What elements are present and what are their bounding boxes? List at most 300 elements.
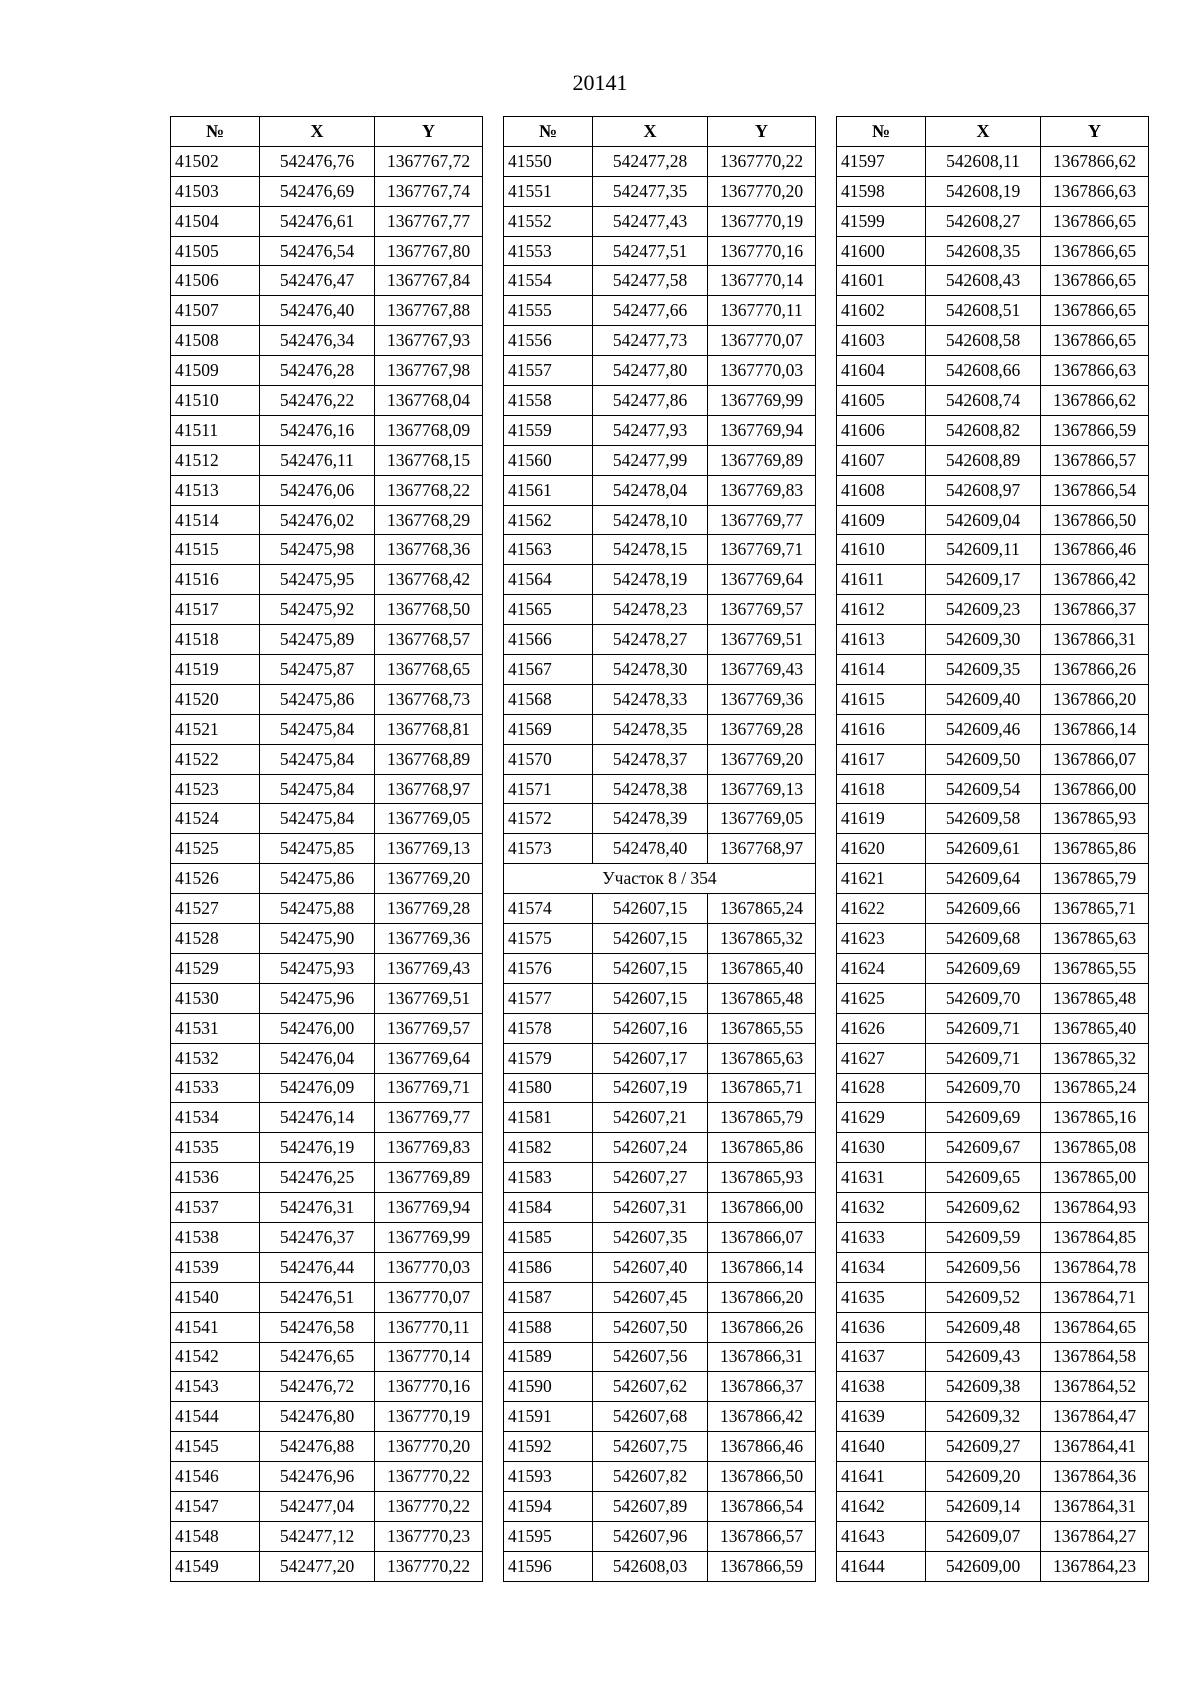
table-row — [171, 684, 483, 714]
x-coordinate-cell: 542608,74 — [926, 386, 1041, 416]
table-row — [837, 774, 1149, 804]
table-row — [504, 1491, 816, 1521]
table-row — [837, 625, 1149, 655]
x-coordinate-cell: 542475,98 — [260, 535, 375, 565]
point-number-cell: 41509 — [171, 356, 260, 386]
table-row — [837, 1342, 1149, 1372]
y-coordinate-cell: 1367769,94 — [375, 1193, 483, 1223]
y-coordinate-cell: 1367865,63 — [708, 1043, 816, 1073]
x-coordinate-cell: 542478,04 — [593, 475, 708, 505]
y-coordinate-cell: 1367769,57 — [708, 595, 816, 625]
table-row — [837, 535, 1149, 565]
y-coordinate-cell: 1367770,20 — [375, 1432, 483, 1462]
y-coordinate-cell: 1367768,97 — [375, 774, 483, 804]
point-number-cell: 41575 — [504, 924, 593, 954]
table-row — [171, 864, 483, 894]
point-number-cell: 41618 — [837, 774, 926, 804]
y-coordinate-cell: 1367768,04 — [375, 386, 483, 416]
x-coordinate-cell: 542609,61 — [926, 834, 1041, 864]
point-number-cell: 41634 — [837, 1252, 926, 1282]
table-row — [837, 445, 1149, 475]
point-number-cell: 41554 — [504, 266, 593, 296]
x-coordinate-cell: 542609,56 — [926, 1252, 1041, 1282]
x-coordinate-cell: 542609,38 — [926, 1372, 1041, 1402]
table-row — [837, 804, 1149, 834]
y-coordinate-cell: 1367864,41 — [1041, 1432, 1149, 1462]
x-coordinate-cell: 542475,93 — [260, 953, 375, 983]
table-row — [504, 1163, 816, 1193]
point-number-cell: 41525 — [171, 834, 260, 864]
x-coordinate-cell: 542609,35 — [926, 655, 1041, 685]
y-coordinate-cell: 1367864,93 — [1041, 1193, 1149, 1223]
table-row — [837, 1043, 1149, 1073]
table-row — [837, 983, 1149, 1013]
x-coordinate-cell: 542607,75 — [593, 1432, 708, 1462]
table-row — [171, 1342, 483, 1372]
table-row — [837, 1252, 1149, 1282]
table-row — [171, 625, 483, 655]
point-number-cell: 41586 — [504, 1252, 593, 1282]
x-coordinate-cell: 542609,62 — [926, 1193, 1041, 1223]
y-coordinate-cell: 1367866,50 — [1041, 505, 1149, 535]
point-number-cell: 41567 — [504, 655, 593, 685]
table-row — [837, 1222, 1149, 1252]
x-coordinate-cell: 542608,51 — [926, 296, 1041, 326]
y-coordinate-cell: 1367866,62 — [1041, 386, 1149, 416]
x-coordinate-cell: 542478,23 — [593, 595, 708, 625]
y-coordinate-cell: 1367769,99 — [708, 386, 816, 416]
x-coordinate-cell: 542609,32 — [926, 1402, 1041, 1432]
x-coordinate-cell: 542475,84 — [260, 804, 375, 834]
x-coordinate-cell: 542475,90 — [260, 924, 375, 954]
table-row — [171, 983, 483, 1013]
y-coordinate-cell: 1367865,40 — [1041, 1013, 1149, 1043]
y-coordinate-cell: 1367866,65 — [1041, 296, 1149, 326]
table-row — [171, 1043, 483, 1073]
table-row — [504, 1551, 816, 1581]
x-coordinate-cell: 542609,65 — [926, 1163, 1041, 1193]
y-coordinate-cell: 1367866,57 — [1041, 445, 1149, 475]
point-number-cell: 41505 — [171, 236, 260, 266]
point-number-cell: 41555 — [504, 296, 593, 326]
x-coordinate-cell: 542476,65 — [260, 1342, 375, 1372]
x-coordinate-cell: 542475,86 — [260, 684, 375, 714]
point-number-cell: 41636 — [837, 1312, 926, 1342]
x-coordinate-cell: 542609,04 — [926, 505, 1041, 535]
point-number-cell: 41511 — [171, 415, 260, 445]
y-coordinate-cell: 1367866,31 — [708, 1342, 816, 1372]
point-number-cell: 41597 — [837, 146, 926, 176]
point-number-cell: 41548 — [171, 1521, 260, 1551]
x-coordinate-cell: 542607,45 — [593, 1282, 708, 1312]
table-row — [171, 535, 483, 565]
y-coordinate-cell: 1367866,14 — [1041, 714, 1149, 744]
point-number-cell: 41625 — [837, 983, 926, 1013]
point-number-cell: 41595 — [504, 1521, 593, 1551]
table-row — [171, 804, 483, 834]
point-number-cell: 41537 — [171, 1193, 260, 1223]
y-coordinate-cell: 1367769,89 — [375, 1163, 483, 1193]
point-number-cell: 41642 — [837, 1491, 926, 1521]
point-number-cell: 41594 — [504, 1491, 593, 1521]
header-number: № — [504, 117, 593, 147]
table-row — [171, 176, 483, 206]
y-coordinate-cell: 1367866,26 — [708, 1312, 816, 1342]
table-row — [171, 1282, 483, 1312]
point-number-cell: 41550 — [504, 146, 593, 176]
x-coordinate-cell: 542478,19 — [593, 565, 708, 595]
x-coordinate-cell: 542478,33 — [593, 684, 708, 714]
table-row — [171, 894, 483, 924]
table-row — [837, 1193, 1149, 1223]
y-coordinate-cell: 1367769,43 — [708, 655, 816, 685]
point-number-cell: 41614 — [837, 655, 926, 685]
table-row — [837, 834, 1149, 864]
x-coordinate-cell: 542476,09 — [260, 1073, 375, 1103]
x-coordinate-cell: 542609,52 — [926, 1282, 1041, 1312]
y-coordinate-cell: 1367767,88 — [375, 296, 483, 326]
y-coordinate-cell: 1367864,31 — [1041, 1491, 1149, 1521]
table-row — [837, 864, 1149, 894]
table-row — [171, 505, 483, 535]
y-coordinate-cell: 1367770,03 — [708, 356, 816, 386]
table-row — [504, 415, 816, 445]
y-coordinate-cell: 1367864,23 — [1041, 1551, 1149, 1581]
table-row — [504, 1402, 816, 1432]
x-coordinate-cell: 542609,23 — [926, 595, 1041, 625]
x-coordinate-cell: 542607,50 — [593, 1312, 708, 1342]
y-coordinate-cell: 1367865,55 — [1041, 953, 1149, 983]
x-coordinate-cell: 542475,84 — [260, 744, 375, 774]
table-row — [837, 266, 1149, 296]
point-number-cell: 41583 — [504, 1163, 593, 1193]
table-header-row — [171, 117, 483, 147]
x-coordinate-cell: 542478,35 — [593, 714, 708, 744]
point-number-cell: 41584 — [504, 1193, 593, 1223]
point-number-cell: 41608 — [837, 475, 926, 505]
x-coordinate-cell: 542609,71 — [926, 1043, 1041, 1073]
point-number-cell: 41512 — [171, 445, 260, 475]
point-number-cell: 41624 — [837, 953, 926, 983]
table-row — [837, 1402, 1149, 1432]
point-number-cell: 41619 — [837, 804, 926, 834]
point-number-cell: 41628 — [837, 1073, 926, 1103]
x-coordinate-cell: 542475,88 — [260, 894, 375, 924]
point-number-cell: 41520 — [171, 684, 260, 714]
y-coordinate-cell: 1367865,32 — [708, 924, 816, 954]
header-y: Y — [1041, 117, 1149, 147]
x-coordinate-cell: 542609,11 — [926, 535, 1041, 565]
table-row — [837, 326, 1149, 356]
point-number-cell: 41600 — [837, 236, 926, 266]
point-number-cell: 41582 — [504, 1133, 593, 1163]
x-coordinate-cell: 542476,14 — [260, 1103, 375, 1133]
table-row — [504, 356, 816, 386]
table-row — [837, 386, 1149, 416]
x-coordinate-cell: 542476,40 — [260, 296, 375, 326]
point-number-cell: 41580 — [504, 1073, 593, 1103]
x-coordinate-cell: 542609,50 — [926, 744, 1041, 774]
point-number-cell: 41613 — [837, 625, 926, 655]
table-row — [171, 595, 483, 625]
table-row — [504, 386, 816, 416]
point-number-cell: 41561 — [504, 475, 593, 505]
table-row — [504, 535, 816, 565]
point-number-cell: 41533 — [171, 1073, 260, 1103]
table-row — [171, 565, 483, 595]
y-coordinate-cell: 1367768,09 — [375, 415, 483, 445]
y-coordinate-cell: 1367769,99 — [375, 1222, 483, 1252]
y-coordinate-cell: 1367865,93 — [708, 1163, 816, 1193]
y-coordinate-cell: 1367866,54 — [708, 1491, 816, 1521]
point-number-cell: 41606 — [837, 415, 926, 445]
y-coordinate-cell: 1367866,31 — [1041, 625, 1149, 655]
table-row — [171, 475, 483, 505]
point-number-cell: 41574 — [504, 894, 593, 924]
table-row — [171, 386, 483, 416]
table-row — [171, 1521, 483, 1551]
y-coordinate-cell: 1367767,84 — [375, 266, 483, 296]
y-coordinate-cell: 1367769,13 — [708, 774, 816, 804]
point-number-cell: 41578 — [504, 1013, 593, 1043]
x-coordinate-cell: 542609,07 — [926, 1521, 1041, 1551]
y-coordinate-cell: 1367865,71 — [1041, 894, 1149, 924]
y-coordinate-cell: 1367767,93 — [375, 326, 483, 356]
x-coordinate-cell: 542476,80 — [260, 1402, 375, 1432]
point-number-cell: 41552 — [504, 206, 593, 236]
header-x: X — [593, 117, 708, 147]
point-number-cell: 41534 — [171, 1103, 260, 1133]
table-row — [504, 774, 816, 804]
y-coordinate-cell: 1367866,65 — [1041, 266, 1149, 296]
table-row — [504, 1073, 816, 1103]
point-number-cell: 41547 — [171, 1491, 260, 1521]
point-number-cell: 41557 — [504, 356, 593, 386]
y-coordinate-cell: 1367770,14 — [708, 266, 816, 296]
table-row — [171, 1432, 483, 1462]
x-coordinate-cell: 542477,73 — [593, 326, 708, 356]
point-number-cell: 41609 — [837, 505, 926, 535]
y-coordinate-cell: 1367866,54 — [1041, 475, 1149, 505]
table-row — [504, 505, 816, 535]
y-coordinate-cell: 1367865,24 — [708, 894, 816, 924]
x-coordinate-cell: 542477,99 — [593, 445, 708, 475]
x-coordinate-cell: 542476,28 — [260, 356, 375, 386]
y-coordinate-cell: 1367769,83 — [375, 1133, 483, 1163]
table-row — [504, 894, 816, 924]
y-coordinate-cell: 1367866,62 — [1041, 146, 1149, 176]
x-coordinate-cell: 542608,58 — [926, 326, 1041, 356]
y-coordinate-cell: 1367770,19 — [375, 1402, 483, 1432]
table-row — [171, 744, 483, 774]
y-coordinate-cell: 1367866,50 — [708, 1462, 816, 1492]
point-number-cell: 41610 — [837, 535, 926, 565]
table-row — [504, 236, 816, 266]
table-row — [171, 206, 483, 236]
point-number-cell: 41604 — [837, 356, 926, 386]
y-coordinate-cell: 1367769,89 — [708, 445, 816, 475]
point-number-cell: 41630 — [837, 1133, 926, 1163]
point-number-cell: 41615 — [837, 684, 926, 714]
y-coordinate-cell: 1367865,08 — [1041, 1133, 1149, 1163]
table-row — [171, 236, 483, 266]
y-coordinate-cell: 1367866,00 — [1041, 774, 1149, 804]
coordinates-table-1 — [170, 116, 483, 1582]
x-coordinate-cell: 542607,62 — [593, 1372, 708, 1402]
x-coordinate-cell: 542477,04 — [260, 1491, 375, 1521]
point-number-cell: 41559 — [504, 415, 593, 445]
y-coordinate-cell: 1367866,20 — [708, 1282, 816, 1312]
point-number-cell: 41623 — [837, 924, 926, 954]
x-coordinate-cell: 542608,19 — [926, 176, 1041, 206]
point-number-cell: 41569 — [504, 714, 593, 744]
point-number-cell: 41504 — [171, 206, 260, 236]
x-coordinate-cell: 542607,24 — [593, 1133, 708, 1163]
table-row — [171, 1372, 483, 1402]
point-number-cell: 41577 — [504, 983, 593, 1013]
point-number-cell: 41527 — [171, 894, 260, 924]
y-coordinate-cell: 1367864,27 — [1041, 1521, 1149, 1551]
x-coordinate-cell: 542476,76 — [260, 146, 375, 176]
point-number-cell: 41566 — [504, 625, 593, 655]
y-coordinate-cell: 1367768,73 — [375, 684, 483, 714]
x-coordinate-cell: 542475,87 — [260, 655, 375, 685]
point-number-cell: 41579 — [504, 1043, 593, 1073]
y-coordinate-cell: 1367768,36 — [375, 535, 483, 565]
table-row — [837, 1521, 1149, 1551]
x-coordinate-cell: 542609,27 — [926, 1432, 1041, 1462]
point-number-cell: 41543 — [171, 1372, 260, 1402]
x-coordinate-cell: 542609,69 — [926, 1103, 1041, 1133]
point-number-cell: 41526 — [171, 864, 260, 894]
table-row — [837, 894, 1149, 924]
table-row — [837, 1103, 1149, 1133]
y-coordinate-cell: 1367768,42 — [375, 565, 483, 595]
table-row — [171, 1402, 483, 1432]
x-coordinate-cell: 542476,96 — [260, 1462, 375, 1492]
table-row — [837, 1013, 1149, 1043]
x-coordinate-cell: 542475,86 — [260, 864, 375, 894]
x-coordinate-cell: 542476,00 — [260, 1013, 375, 1043]
y-coordinate-cell: 1367769,13 — [375, 834, 483, 864]
y-coordinate-cell: 1367769,43 — [375, 953, 483, 983]
table-row — [504, 804, 816, 834]
table-row — [171, 1551, 483, 1581]
x-coordinate-cell: 542609,54 — [926, 774, 1041, 804]
table-row — [504, 1013, 816, 1043]
table-row — [837, 1372, 1149, 1402]
x-coordinate-cell: 542608,35 — [926, 236, 1041, 266]
point-number-cell: 41593 — [504, 1462, 593, 1492]
y-coordinate-cell: 1367770,16 — [375, 1372, 483, 1402]
point-number-cell: 41601 — [837, 266, 926, 296]
point-number-cell: 41529 — [171, 953, 260, 983]
y-coordinate-cell: 1367768,89 — [375, 744, 483, 774]
table-row — [837, 296, 1149, 326]
y-coordinate-cell: 1367866,07 — [1041, 744, 1149, 774]
table-row — [504, 834, 816, 864]
y-coordinate-cell: 1367865,32 — [1041, 1043, 1149, 1073]
y-coordinate-cell: 1367866,65 — [1041, 206, 1149, 236]
table-row — [504, 266, 816, 296]
table-row — [504, 176, 816, 206]
point-number-cell: 41545 — [171, 1432, 260, 1462]
y-coordinate-cell: 1367866,00 — [708, 1193, 816, 1223]
header-y: Y — [375, 117, 483, 147]
point-number-cell: 41540 — [171, 1282, 260, 1312]
table-row — [504, 326, 816, 356]
x-coordinate-cell: 542607,15 — [593, 924, 708, 954]
y-coordinate-cell: 1367864,78 — [1041, 1252, 1149, 1282]
x-coordinate-cell: 542477,66 — [593, 296, 708, 326]
point-number-cell: 41591 — [504, 1402, 593, 1432]
x-coordinate-cell: 542607,15 — [593, 983, 708, 1013]
point-number-cell: 41528 — [171, 924, 260, 954]
table-row — [837, 1462, 1149, 1492]
table-row — [837, 146, 1149, 176]
y-coordinate-cell: 1367769,77 — [708, 505, 816, 535]
point-number-cell: 41516 — [171, 565, 260, 595]
point-number-cell: 41568 — [504, 684, 593, 714]
x-coordinate-cell: 542609,17 — [926, 565, 1041, 595]
x-coordinate-cell: 542476,47 — [260, 266, 375, 296]
y-coordinate-cell: 1367865,71 — [708, 1073, 816, 1103]
y-coordinate-cell: 1367864,85 — [1041, 1222, 1149, 1252]
x-coordinate-cell: 542477,58 — [593, 266, 708, 296]
table-row — [171, 1462, 483, 1492]
point-number-cell: 41571 — [504, 774, 593, 804]
y-coordinate-cell: 1367865,79 — [708, 1103, 816, 1133]
table-row — [504, 445, 816, 475]
y-coordinate-cell: 1367770,07 — [708, 326, 816, 356]
table-row — [504, 1521, 816, 1551]
x-coordinate-cell: 542609,48 — [926, 1312, 1041, 1342]
table-row — [837, 1073, 1149, 1103]
x-coordinate-cell: 542609,70 — [926, 983, 1041, 1013]
y-coordinate-cell: 1367864,36 — [1041, 1462, 1149, 1492]
y-coordinate-cell: 1367769,20 — [708, 744, 816, 774]
table-row — [171, 445, 483, 475]
y-coordinate-cell: 1367864,65 — [1041, 1312, 1149, 1342]
y-coordinate-cell: 1367866,63 — [1041, 176, 1149, 206]
x-coordinate-cell: 542609,59 — [926, 1222, 1041, 1252]
point-number-cell: 41602 — [837, 296, 926, 326]
table-row — [171, 953, 483, 983]
y-coordinate-cell: 1367866,26 — [1041, 655, 1149, 685]
point-number-cell: 41639 — [837, 1402, 926, 1432]
x-coordinate-cell: 542476,72 — [260, 1372, 375, 1402]
point-number-cell: 41589 — [504, 1342, 593, 1372]
table-row — [504, 655, 816, 685]
table-row — [837, 206, 1149, 236]
y-coordinate-cell: 1367769,20 — [375, 864, 483, 894]
x-coordinate-cell: 542608,97 — [926, 475, 1041, 505]
point-number-cell: 41508 — [171, 326, 260, 356]
x-coordinate-cell: 542475,95 — [260, 565, 375, 595]
y-coordinate-cell: 1367769,94 — [708, 415, 816, 445]
table-row — [504, 1043, 816, 1073]
table-row — [504, 146, 816, 176]
x-coordinate-cell: 542609,00 — [926, 1551, 1041, 1581]
y-coordinate-cell: 1367769,05 — [708, 804, 816, 834]
x-coordinate-cell: 542609,71 — [926, 1013, 1041, 1043]
point-number-cell: 41556 — [504, 326, 593, 356]
y-coordinate-cell: 1367769,28 — [375, 894, 483, 924]
y-coordinate-cell: 1367767,80 — [375, 236, 483, 266]
x-coordinate-cell: 542478,37 — [593, 744, 708, 774]
table-row — [171, 1073, 483, 1103]
x-coordinate-cell: 542607,68 — [593, 1402, 708, 1432]
